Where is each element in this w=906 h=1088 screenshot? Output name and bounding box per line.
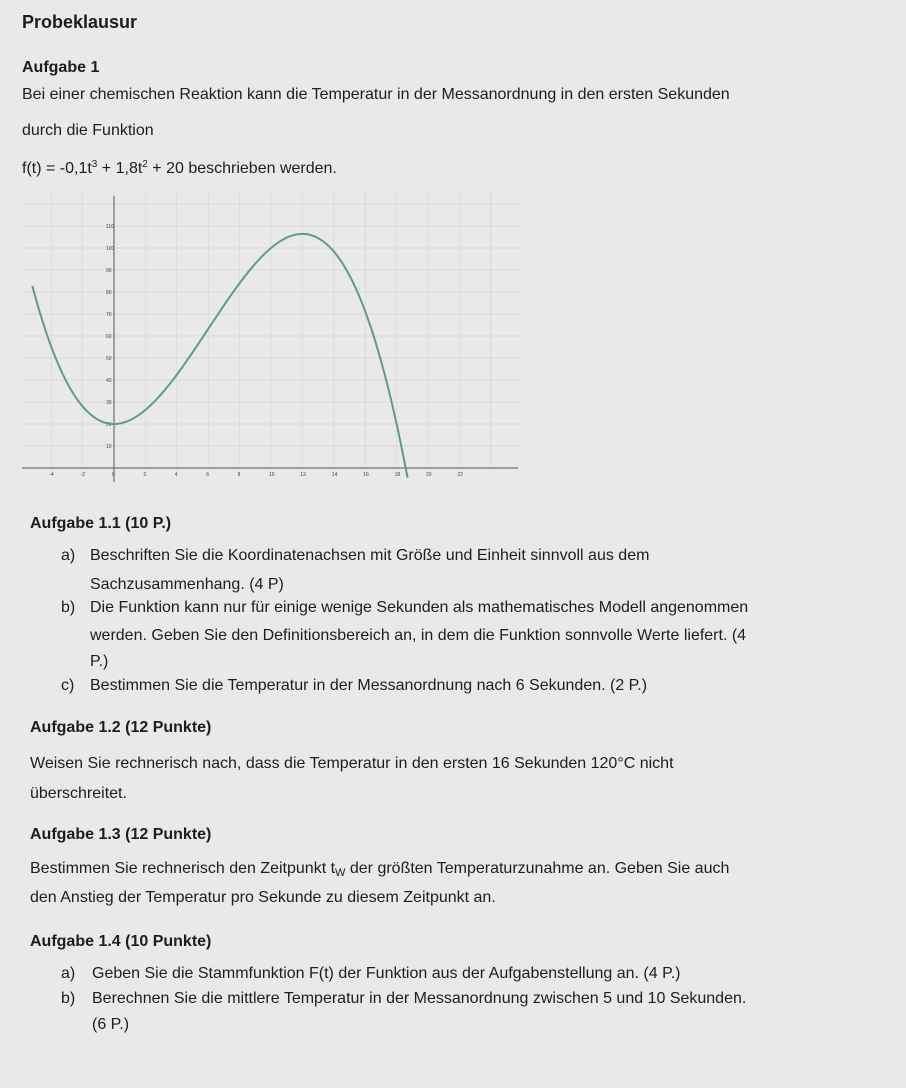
y-tick-label: 30	[106, 400, 112, 406]
function-curve	[32, 234, 407, 478]
task12-line1: Weisen Sie rechnerisch nach, dass die Temperatur in den ersten 16 Sekunden 120°C nicht	[30, 755, 674, 772]
y-tick-label: 10	[106, 444, 112, 450]
y-tick-label: 70	[106, 312, 112, 318]
y-tick-label: 40	[106, 378, 112, 384]
x-tick-label: 0	[112, 472, 115, 478]
task1-intro-line2: durch die Funktion	[22, 122, 154, 139]
task11-heading: Aufgabe 1.1 (10 P.)	[30, 515, 172, 532]
y-tick-label: 20	[106, 422, 112, 428]
task11-b-line1: Die Funktion kann nur für einige wenige Sekunden als mathematisches Modell angenommen	[90, 599, 749, 616]
task14-b-line2: (6 P.)	[92, 1016, 130, 1033]
task11-c-marker: c)	[61, 677, 75, 694]
function-formula	[22, 159, 337, 181]
formula-exp1: 3	[91, 159, 98, 170]
x-tick-label: 16	[363, 472, 369, 478]
task13-line1	[30, 859, 729, 880]
formula-part2: + 1,8t	[97, 160, 143, 177]
x-tick-label: 20	[426, 472, 432, 478]
y-tick-label: 60	[106, 334, 112, 340]
x-tick-label: 2	[143, 472, 147, 478]
x-tick-label: -4	[49, 472, 54, 478]
task14-heading: Aufgabe 1.4 (10 Punkte)	[30, 933, 212, 950]
formula-exp2: 2	[142, 159, 148, 170]
formula-part1: f(t) = -0,1t	[22, 160, 92, 177]
task11-a-line1: Beschriften Sie die Koordinatenachsen mit Größe und Einheit sinnvoll aus dem	[90, 547, 650, 564]
task12-line2: überschreitet.	[30, 785, 127, 802]
task1-intro-line1: Bei einer chemischen Reaktion kann die Temperatur in der Messanordnung in den ersten Sekunden	[22, 86, 730, 103]
y-tick-label: 100	[106, 246, 115, 252]
function-graph	[22, 190, 522, 490]
task12-heading: Aufgabe 1.2 (12 Punkte)	[30, 719, 212, 736]
x-tick-label: -2	[80, 472, 86, 478]
x-tick-label: 18	[394, 472, 401, 478]
task13-line1-part1: Bestimmen Sie rechnerisch den Zeitpunkt t	[30, 860, 336, 877]
x-tick-label: 6	[206, 472, 209, 478]
task13-heading: Aufgabe 1.3 (12 Punkte)	[30, 826, 212, 843]
task11-a-marker: a)	[61, 547, 76, 564]
x-tick-label: 10	[269, 472, 275, 478]
task11-a-line2: Sachzusammenhang. (4 P)	[90, 576, 284, 593]
task11-c-line1: Bestimmen Sie die Temperatur in der Messanordnung nach 6 Sekunden. (2 P.)	[90, 677, 648, 694]
y-tick-label: 110	[106, 224, 114, 230]
x-tick-label: 8	[237, 472, 241, 478]
task1-heading: Aufgabe 1	[22, 59, 100, 76]
x-tick-label: 4	[174, 472, 178, 478]
task11-b-line3: P.)	[90, 653, 109, 670]
y-tick-label: 50	[106, 356, 112, 362]
task13-line1-part2: der größten Temperaturzunahme an. Geben Sie auch	[345, 860, 730, 877]
x-tick-label: 22	[457, 472, 463, 478]
x-tick-label: 12	[300, 472, 306, 478]
task13-line2: den Anstieg der Temperatur pro Sekunde zu diesem Zeitpunkt an.	[30, 889, 496, 906]
task11-b-line2: werden. Geben Sie den Definitionsbereich an, in dem die Funktion sonnvolle Werte liefert. (4	[90, 627, 747, 644]
task14-a-line1: Geben Sie die Stammfunktion F(t) der Funktion aus der Aufgabenstellung an. (4 P.)	[92, 965, 681, 982]
task14-b-marker: b)	[61, 990, 76, 1007]
y-tick-label: 90	[106, 268, 112, 274]
y-tick-label: 80	[106, 290, 112, 296]
task14-b-line1: Berechnen Sie die mittlere Temperatur in der Messanordnung zwischen 5 und 10 Sekunden.	[92, 990, 747, 1007]
task11-b-marker: b)	[61, 599, 76, 616]
task14-a-marker: a)	[61, 965, 76, 982]
x-tick-label: 14	[331, 472, 338, 478]
task13-subscript: W	[335, 867, 346, 879]
page-title: Probeklausur	[22, 12, 138, 32]
formula-part3: + 20 beschrieben werden.	[147, 160, 337, 177]
